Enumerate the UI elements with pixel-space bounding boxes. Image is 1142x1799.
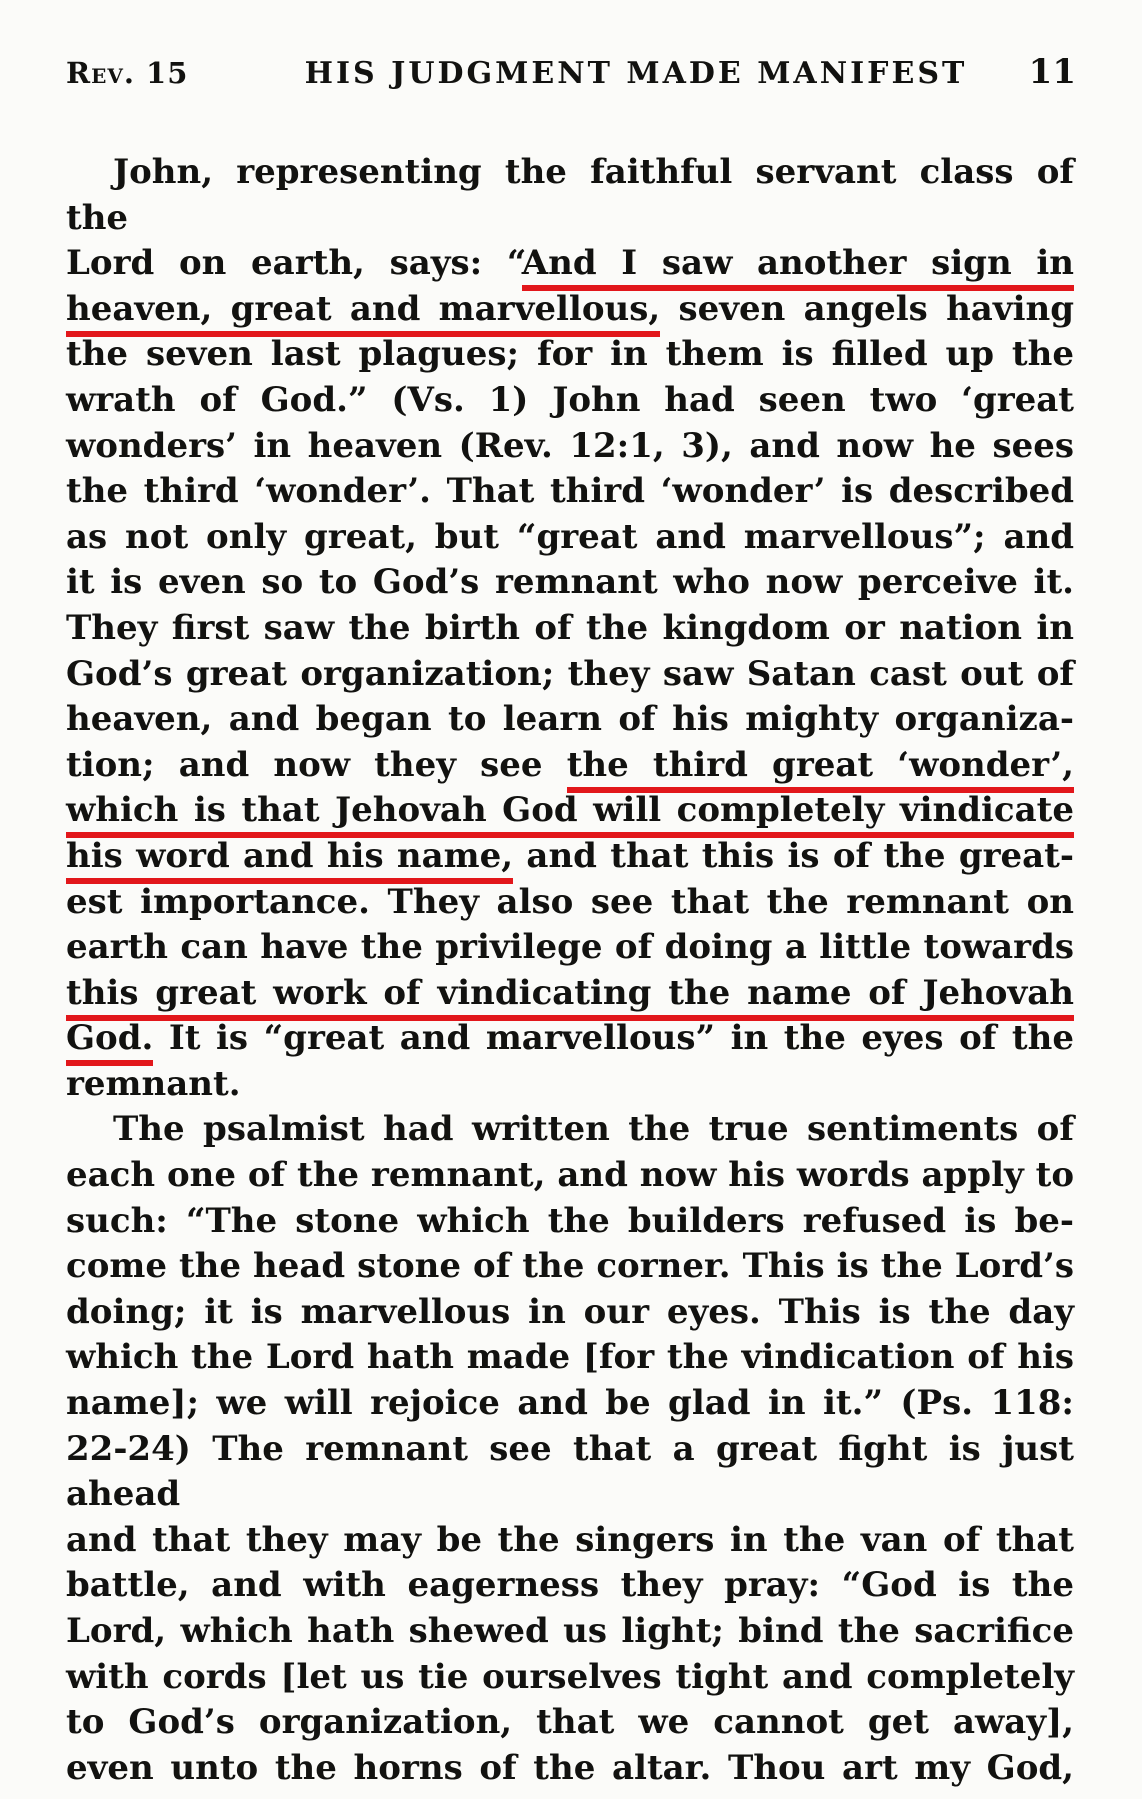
text-line <box>66 1335 1074 1381</box>
text-segment: it is even so to God’s remnant who now perceive it. <box>66 562 1074 603</box>
text-line <box>66 652 1074 698</box>
text-segment: God’s great organization; they saw Satan cast out of <box>66 653 1074 694</box>
red-underlined-phrase: And I saw another sign in <box>522 243 1074 291</box>
text-line <box>66 1655 1074 1701</box>
text-line <box>66 560 1074 606</box>
text-segment: John, representing the faithful servant class of the <box>66 152 1074 238</box>
text-segment: doing; it is marvellous in our eyes. This is the day <box>66 1291 1074 1332</box>
text-line <box>66 1244 1074 1290</box>
red-underlined-phrase: this great work of vindicating the name of Jehovah <box>66 973 1074 1021</box>
text-segment: They first saw the birth of the kingdom or nation in <box>66 607 1074 648</box>
text-segment: each one of the remnant, and now his words apply to <box>66 1155 1074 1196</box>
text-line <box>66 1107 1074 1153</box>
text-line <box>66 925 1074 971</box>
text-line <box>66 469 1074 515</box>
red-underlined-phrase: which is that Jehovah God will completely vindicate <box>66 790 1074 838</box>
text-segment: as not only great, but “great and marvellous”; and <box>66 516 1074 557</box>
text-segment: come the head stone of the corner. This is the Lord’s <box>66 1246 1074 1287</box>
text-line <box>66 788 1074 834</box>
text-segment: heaven, and began to learn of his mighty organiza- <box>66 699 1074 740</box>
red-underlined-phrase: God. <box>66 1018 153 1066</box>
text-line <box>66 1199 1074 1245</box>
text-segment: seven angels having <box>660 288 1074 329</box>
text-line <box>66 743 1074 789</box>
text-line <box>66 1700 1074 1746</box>
text-segment: and that they may be the singers in the van of that <box>66 1519 1074 1560</box>
text-line <box>66 606 1074 652</box>
text-line <box>66 1427 1074 1518</box>
text-line <box>66 1563 1074 1609</box>
text-line <box>66 424 1074 470</box>
text-segment: the third ‘wonder’. That third ‘wonder’ is described <box>66 471 1074 512</box>
red-underlined-phrase: his word and his name, <box>66 836 513 884</box>
text-line <box>66 1746 1074 1792</box>
text-line <box>66 332 1074 378</box>
text-segment: It is “great and marvellous” in the eyes of the <box>153 1018 1074 1059</box>
text-line <box>66 834 1074 880</box>
text-line <box>66 1518 1074 1564</box>
text-line <box>66 515 1074 561</box>
text-line <box>66 1062 1074 1108</box>
text-segment: and that this is of the great- <box>513 835 1074 876</box>
text-line <box>66 971 1074 1017</box>
header-page-number: 11 <box>1028 52 1076 92</box>
text-segment: name]; we will rejoice and be glad in it.” (Ps. 118: <box>66 1383 1074 1424</box>
text-line <box>66 241 1074 287</box>
text-segment: even unto the horns of the altar. Thou art my God, <box>66 1747 1074 1788</box>
text-segment: wonders’ in heaven (Rev. 12:1, 3), and now he sees <box>66 425 1074 466</box>
text-line <box>66 287 1074 333</box>
text-segment: The psalmist had written the true sentiments of <box>113 1109 1074 1150</box>
text-segment: 22-24) The remnant see that a great fight is just ahead <box>66 1428 1074 1515</box>
text-segment: remnant. <box>66 1063 241 1104</box>
text-line <box>66 1381 1074 1427</box>
text-segment: such: “The stone which the builders refused is be- <box>66 1200 1074 1241</box>
text-segment: tion; and now they see <box>66 744 567 785</box>
header-chapter-title: HIS JUDGMENT MADE MANIFEST <box>304 56 968 91</box>
text-segment: earth can have the privilege of doing a little towards <box>66 927 1074 968</box>
text-line <box>66 1290 1074 1336</box>
text-line <box>66 1609 1074 1655</box>
page-body <box>66 150 1074 1791</box>
text-segment: the seven last plagues; for in them is filled up the <box>66 334 1074 375</box>
text-segment: to God’s organization, that we cannot get away], <box>66 1702 1074 1743</box>
text-line <box>66 880 1074 926</box>
red-underlined-phrase: heaven, great and marvellous, <box>66 289 660 337</box>
red-underlined-phrase: the third great ‘wonder’, <box>567 745 1074 793</box>
text-segment: wrath of God.” (Vs. 1) John had seen two ‘great <box>66 379 1074 420</box>
text-line <box>66 378 1074 424</box>
text-segment: Lord on earth, says: “ <box>66 243 522 284</box>
text-line <box>66 697 1074 743</box>
text-segment: which the Lord hath made [for the vindication of his <box>66 1337 1074 1378</box>
text-line <box>66 1016 1074 1062</box>
text-segment: Lord, which hath shewed us light; bind the sacrifice <box>66 1611 1074 1651</box>
text-line <box>66 1153 1074 1199</box>
running-header <box>66 52 1076 92</box>
header-scripture-reference: Rev. 15 <box>66 56 189 90</box>
text-segment: battle, and with eagerness they pray: “God is the <box>66 1565 1074 1606</box>
text-segment: with cords [let us tie ourselves tight and completely <box>66 1656 1074 1697</box>
text-segment: est importance. They also see that the remnant on <box>66 881 1074 922</box>
text-line <box>66 150 1074 241</box>
